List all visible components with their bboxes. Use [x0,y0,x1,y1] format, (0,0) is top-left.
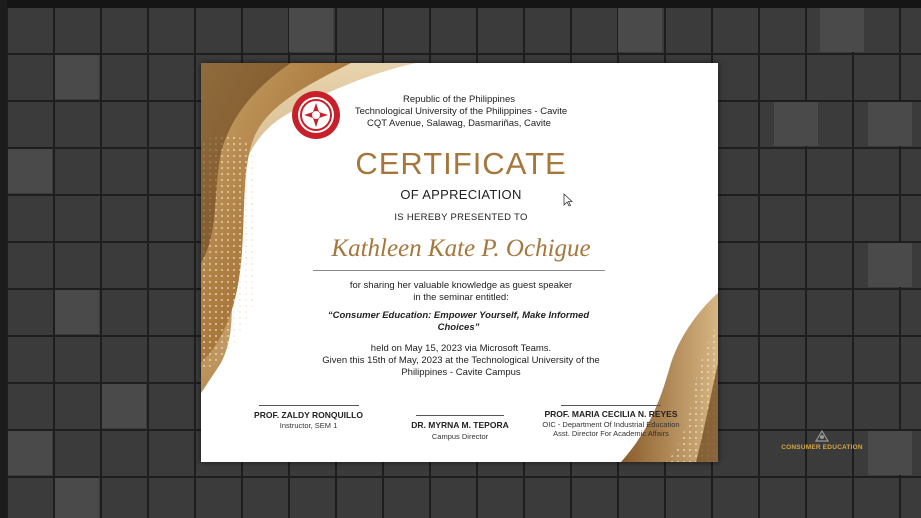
signature-line [259,405,359,406]
signatory-role: Asst. Director For Academic Affairs [553,429,669,438]
consumer-education-watermark [777,428,867,451]
body-line-2: in the seminar entitled: [413,292,509,303]
certificate-title: CERTIFICATE [355,146,567,181]
header-line-3: CQT Avenue, Salawag, Dasmariñas, Cavite [367,118,551,129]
signature-line [561,405,661,406]
signatory-name: PROF. MARIA CECILIA N. REYES [544,409,678,419]
university-seal-icon [291,90,341,140]
background-tile [55,55,99,99]
watermark-text: CONSUMER EDUCATION [781,444,863,451]
signatory-role: Instructor, SEM 1 [279,421,338,430]
signatory-name: DR. MYRNA M. TEPORA [411,420,509,430]
signatory-role: OIC - Department Of Industrial Education [542,420,680,429]
body-line-5: Philippines - Cavite Campus [401,367,521,378]
background-tile [289,8,333,52]
background-tile [55,290,99,334]
signatory-role: Campus Director [431,432,489,441]
background-tile [774,102,818,146]
window-top-edge [0,0,921,8]
background-tile [868,102,912,146]
seminar-title: “Consumer Education: Empower Yourself, Make Informed Choices” [327,310,590,333]
background-tile [820,8,864,52]
background-tile [868,243,912,287]
background-tile [55,478,99,518]
signature-line [416,415,504,416]
certificate-subtitle: OF APPRECIATION [400,187,522,202]
header-line-2: Technological University of the Philippines - Cavite [354,106,568,117]
header-line-1: Republic of the Philippines [403,94,515,105]
background-tile [8,431,52,475]
recipient-name: Kathleen Kate P. Ochigue [331,235,591,262]
body-line-3: held on May 15, 2023 via Microsoft Teams. [370,343,552,354]
certificate [201,63,718,462]
consumer-education-logo-icon [813,428,831,444]
body-line-1: for sharing her valuable knowledge as guest speaker [349,280,573,291]
window-left-edge [0,0,7,518]
body-line-4: Given this 15th of May, 2023 at the Technological University of the [322,355,600,366]
background-tile [8,149,52,193]
recipient-underline [313,270,605,271]
background-tile [868,431,912,475]
background-tile [618,8,662,52]
background-tile [102,384,146,428]
signatory-name: PROF. ZALDY RONQUILLO [254,410,363,420]
mouse-pointer-icon [563,193,573,207]
presented-to-label: IS HEREBY PRESENTED TO [394,212,528,223]
